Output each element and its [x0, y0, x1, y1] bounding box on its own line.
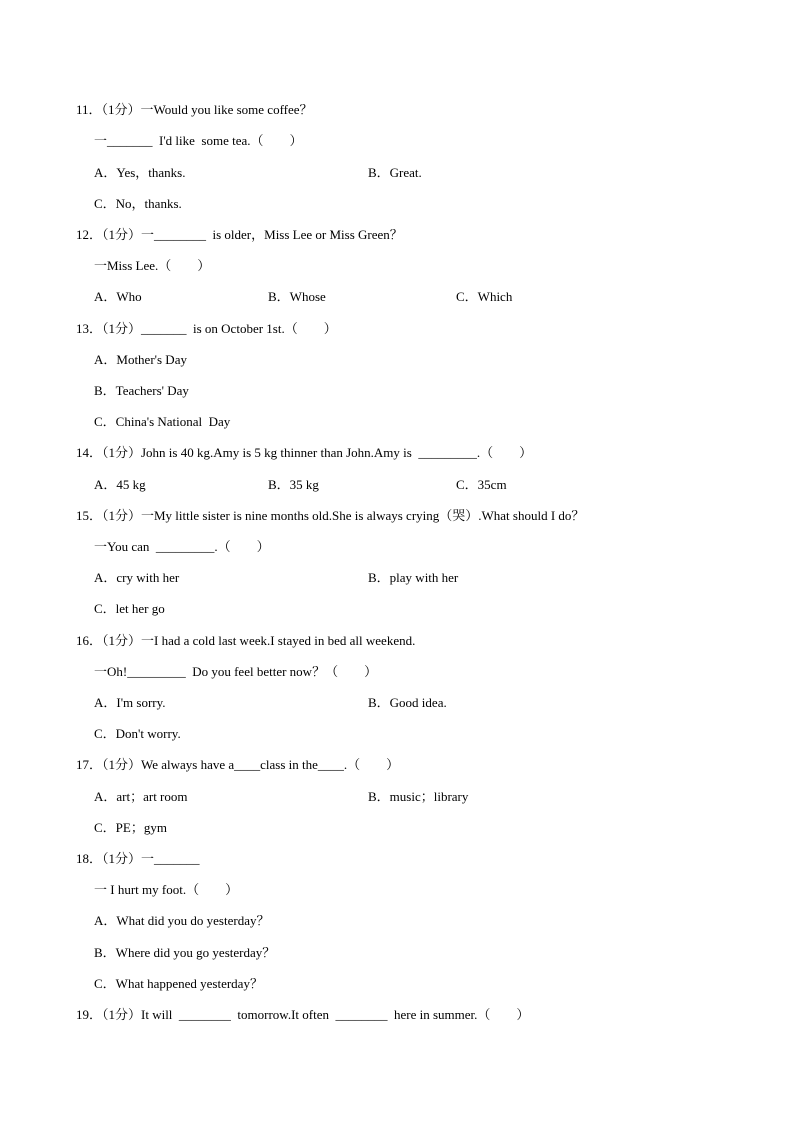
- question-13-stem: 13．（1分）_______ is on October 1st.（ ）: [76, 321, 337, 336]
- question-15-option-a[interactable]: A．cry with her: [94, 570, 180, 585]
- question-15-option-c[interactable]: C．let her go: [94, 601, 165, 616]
- question-12-stem: 12．（1分）一________ is older，Miss Lee or Miss Green？: [76, 227, 403, 242]
- question-17-option-c[interactable]: C．PE；gym: [94, 820, 167, 835]
- question-17-option-b[interactable]: B．music；library: [368, 789, 469, 804]
- question-12-answer-line: 一Miss Lee.（ ）: [94, 258, 211, 273]
- question-16-option-a[interactable]: A．I'm sorry.: [94, 695, 166, 710]
- question-11-answer-line: 一_______ I'd like some tea.（ ）: [94, 133, 303, 148]
- question-18-answer-line: 一 I hurt my foot.（ ）: [94, 882, 239, 897]
- question-14-option-b[interactable]: B．35 kg: [268, 477, 319, 492]
- question-16-stem: 16．（1分）一I had a cold last week.I stayed in bed all weekend.: [76, 633, 416, 648]
- question-16-option-c[interactable]: C．Don't worry.: [94, 726, 181, 741]
- question-12-option-b[interactable]: B．Whose: [268, 289, 326, 304]
- question-16-option-b[interactable]: B．Good idea.: [368, 695, 447, 710]
- question-19-stem: 19．（1分）It will ________ tomorrow.It often ________ here in summer.（ ）: [76, 1007, 530, 1022]
- question-14-stem: 14．（1分）John is 40 kg.Amy is 5 kg thinner than John.Amy is _________.（ ）: [76, 445, 533, 460]
- question-15-option-b[interactable]: B．play with her: [368, 570, 459, 585]
- question-12-option-a[interactable]: A．Who: [94, 289, 142, 304]
- question-11-option-b[interactable]: B．Great.: [368, 165, 422, 180]
- question-18-stem: 18．（1分）一_______: [76, 851, 200, 866]
- question-18-option-b[interactable]: B．Where did you go yesterday？: [94, 945, 276, 960]
- question-18-option-c[interactable]: C．What happened yesterday？: [94, 976, 263, 991]
- question-14-option-c[interactable]: C．35cm: [456, 477, 507, 492]
- question-17-option-a[interactable]: A．art；art room: [94, 789, 188, 804]
- question-14-option-a[interactable]: A．45 kg: [94, 477, 146, 492]
- question-18-option-a[interactable]: A．What did you do yesterday？: [94, 913, 270, 928]
- question-15-answer-line: 一You can _________.（ ）: [94, 539, 270, 554]
- question-17-stem: 17．（1分）We always have a____class in the____.（ ）: [76, 757, 400, 772]
- question-15-stem: 15．（1分）一My little sister is nine months old.She is always crying（哭）.What should I do？: [76, 508, 585, 523]
- question-12-option-c[interactable]: C．Which: [456, 289, 513, 304]
- question-11-option-c[interactable]: C．No，thanks.: [94, 196, 182, 211]
- question-13-option-a[interactable]: A．Mother's Day: [94, 352, 187, 367]
- question-13-option-b[interactable]: B．Teachers' Day: [94, 383, 189, 398]
- question-16-answer-line: 一Oh!_________ Do you feel better now？（ ）: [94, 664, 378, 679]
- question-11-stem: 11．（1分）一Would you like some coffee？: [76, 102, 313, 117]
- question-11-option-a[interactable]: A．Yes，thanks.: [94, 165, 186, 180]
- question-13-option-c[interactable]: C．China's National Day: [94, 414, 231, 429]
